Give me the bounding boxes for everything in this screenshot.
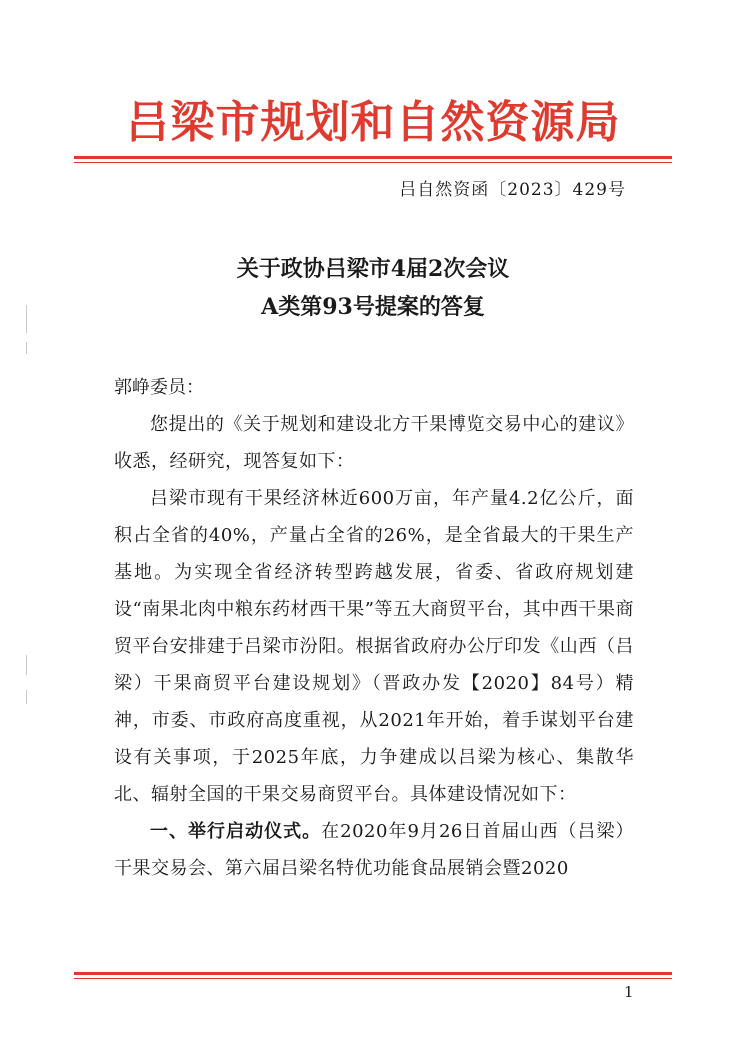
document-number: 吕自然资函〔2023〕429号 [399, 180, 626, 200]
paragraph-section-1 [114, 813, 634, 887]
scan-artifact-mark [26, 305, 27, 333]
salutation: 郭峥委员： [114, 377, 204, 398]
document-title-line-1: 关于政协吕梁市4届2次会议 [236, 256, 510, 282]
organization-header: 吕梁市规划和自然资源局 [125, 97, 621, 148]
scan-artifact-mark [26, 690, 27, 704]
scan-artifact-mark [26, 655, 27, 675]
header-rule-thick [74, 156, 672, 159]
section-1-text: 在2020年9月26日首届山西（吕梁）干果交易会、第六届吕梁名特优功能食品展销会暨2020 [114, 821, 635, 879]
paragraph-acknowledgement: 您提出的《关于规划和建设北方干果博览交易中心的建议》收悉，经研究，现答复如下： [114, 414, 634, 472]
document-body [114, 406, 634, 887]
section-1-heading: 一、举行启动仪式。 [150, 821, 322, 842]
footer-rule-thin [74, 978, 672, 979]
scan-artifact-mark [26, 342, 27, 354]
page-number: 1 [624, 983, 634, 1001]
footer-rule-thick [74, 972, 672, 975]
paragraph-background: 吕梁市现有干果经济林近600万亩，年产量4.2亿公斤，面积占全省的40%，产量占全省的26%，是全省最大的干果生产基地。为实现全省经济转型跨越发展，省委、省政府规划建设“南果北肉中粮东药材西干果”等五大商贸平台，其中西干果商贸平台安排建于吕梁市汾阳。根据省政府办公厅印发《山西（吕梁）干果商贸平台建设规划》（晋政办发【2020】84号）精神，市委、市政府高度重视，从2021年开始，着手谋划平台建设有关事项，于2025年底，力争建成以吕梁为核心、集散华北、辐射全国的干果交易商贸平台。具体建设情况如下： [114, 488, 634, 805]
header-rule-thin [74, 162, 672, 163]
document-title-line-2: A类第93号提案的答复 [261, 294, 485, 320]
